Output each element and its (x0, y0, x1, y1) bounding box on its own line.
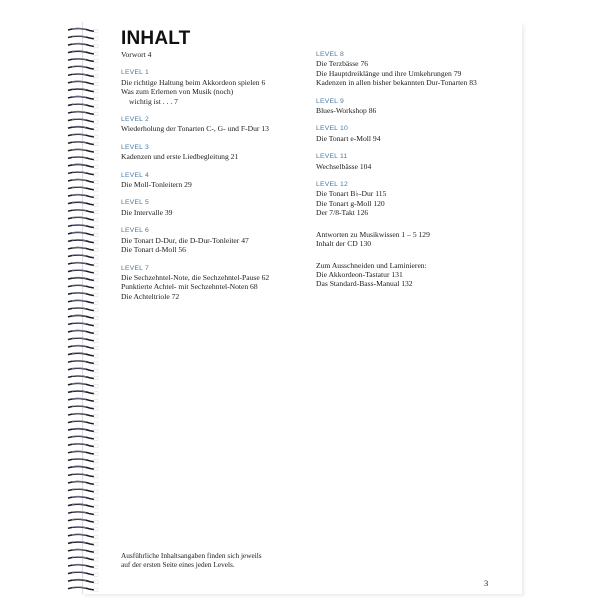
toc-extra-block (316, 261, 501, 289)
toc-entry: Die Tonart B♭-Dur 115 (316, 189, 387, 199)
footnote-line: Ausführliche Inhaltsangaben finden sich jeweils (121, 551, 262, 560)
toc-level-group (316, 124, 501, 143)
toc-level-group (121, 198, 301, 217)
spiral-ring (68, 58, 98, 62)
toc-level-group (121, 264, 301, 302)
spiral-ring (68, 330, 98, 334)
toc-level-group (316, 152, 501, 171)
spiral-ring (68, 225, 98, 229)
toc-entry: Der 7/8-Takt 126 (316, 208, 369, 218)
spiral-ring (68, 519, 98, 523)
toc-entry: Zum Ausschneiden und Laminieren: (316, 260, 427, 270)
toc-level-group (121, 115, 301, 134)
spiral-ring (68, 111, 98, 115)
toc-entry: Die Terzbässe 76 (316, 59, 369, 69)
toc-level-group (121, 68, 301, 106)
spiral-ring (68, 202, 98, 206)
spiral-ring (68, 232, 98, 236)
spiral-ring (68, 66, 98, 70)
spiral-binding (66, 22, 106, 594)
toc-entry: Antworten zu Musikwissen 1 – 5 129 (316, 229, 430, 239)
spiral-ring (68, 383, 98, 387)
level-heading: LEVEL 11 (316, 153, 348, 161)
spiral-ring (68, 262, 98, 266)
level-heading: LEVEL 6 (121, 227, 149, 235)
spiral-ring (68, 489, 98, 493)
level-heading: LEVEL 9 (316, 97, 344, 105)
level-heading: LEVEL 5 (121, 199, 149, 207)
toc-entry: Die Intervalle 39 (121, 207, 173, 217)
toc-entry: Das Standard-Bass-Manual 132 (316, 279, 413, 289)
spiral-ring (68, 451, 98, 455)
level-heading: LEVEL 10 (316, 125, 348, 133)
spiral-ring (68, 36, 98, 40)
spiral-ring (68, 474, 98, 478)
spiral-ring (68, 141, 98, 145)
spiral-ring (68, 89, 98, 93)
toc-entry: Die Tonart g-Moll 120 (316, 198, 385, 208)
footnote (121, 551, 341, 570)
level-heading: LEVEL 8 (316, 51, 344, 58)
spiral-ring (68, 466, 98, 470)
spiral-ring (68, 240, 98, 244)
spiral-ring (68, 81, 98, 85)
toc-level-group (121, 226, 301, 254)
spiral-ring (68, 96, 98, 100)
spiral-ring (68, 209, 98, 213)
spiral-ring (68, 368, 98, 372)
spiral-ring (68, 187, 98, 191)
spiral-ring (68, 172, 98, 176)
spiral-ring (68, 315, 98, 319)
toc-entry: Die Moll-Tonleitern 29 (121, 180, 192, 190)
spiral-ring (68, 43, 98, 47)
spiral-ring (68, 587, 98, 591)
spiral-ring (68, 376, 98, 380)
toc-entry: Die Sechzehntel-Note, die Sechzehntel-Pause 62 (121, 272, 270, 282)
spiral-ring (68, 527, 98, 531)
toc-entry: Die Tonart D-Dur, die D-Dur-Tonleiter 47 (121, 235, 249, 245)
spiral-ring (68, 194, 98, 198)
spiral-ring (68, 557, 98, 561)
toc-entry: wichtig ist . . . 7 (129, 96, 178, 106)
spiral-ring (68, 579, 98, 583)
toc-entry: Die richtige Haltung beim Akkordeon spielen 6 (121, 77, 266, 87)
spiral-ring (68, 360, 98, 364)
spiral-ring (68, 292, 98, 296)
spiral-ring (68, 119, 98, 123)
spiral-ring (68, 564, 98, 568)
toc-left-column (121, 50, 301, 301)
level-heading: LEVEL 12 (316, 181, 348, 189)
spiral-ring (68, 391, 98, 395)
page-number: 3 (484, 578, 489, 588)
toc-right-column (316, 50, 501, 289)
toc-entry: Inhalt der CD 130 (316, 239, 372, 249)
spiral-ring (68, 542, 98, 546)
toc-entry: Punktierte Achtel- mit Sechzehntel-Noten 68 (121, 282, 258, 292)
toc-level-group (121, 171, 301, 190)
toc-entry: Kadenzen und erste Liedbegleitung 21 (121, 152, 239, 162)
spiral-ring (68, 247, 98, 251)
spiral-ring (68, 406, 98, 410)
spiral-ring (68, 157, 98, 161)
spiral-ring (68, 353, 98, 357)
level-heading: LEVEL 1 (121, 69, 149, 77)
spiral-ring (68, 511, 98, 515)
toc-level-group (316, 97, 501, 116)
spiral-ring (68, 104, 98, 108)
spiral-ring (68, 421, 98, 425)
spiral-ring (68, 28, 98, 32)
toc-entry: Blues-Workshop 86 (316, 106, 377, 116)
spiral-ring (68, 504, 98, 508)
toc-entry-vorwort: Vorwort 4 (121, 50, 152, 59)
toc-entry: Die Tonart d-Moll 56 (121, 245, 186, 255)
spiral-rings (66, 22, 106, 594)
spiral-ring (68, 481, 98, 485)
level-heading: LEVEL 7 (121, 264, 149, 272)
toc-entry: Wiederholung der Tonarten C-, G- und F-Dur 13 (121, 124, 269, 134)
toc-level-group (121, 143, 301, 162)
spiral-ring (68, 572, 98, 576)
spiral-ring (68, 323, 98, 327)
spiral-ring (68, 549, 98, 553)
spiral-ring (68, 164, 98, 168)
footnote-line: auf der ersten Seite eines jeden Levels. (121, 560, 235, 570)
toc-extra-block (316, 230, 501, 249)
spiral-ring (68, 285, 98, 289)
spiral-ring (68, 277, 98, 281)
spiral-ring (68, 534, 98, 538)
spiral-ring (68, 51, 98, 55)
toc-level-group (316, 50, 501, 88)
spiral-ring (68, 149, 98, 153)
spiral-ring (68, 179, 98, 183)
spiral-ring (68, 345, 98, 349)
toc-entry: Kadenzen in allen bisher bekannten Dur-Tonarten 83 (316, 78, 477, 88)
spiral-ring (68, 459, 98, 463)
spiral-ring (68, 126, 98, 130)
toc-entry: Die Hauptdreiklänge und ihre Umkehrungen 79 (316, 68, 462, 78)
spiral-ring (68, 217, 98, 221)
toc-entry: Die Akkordeon-Tastatur 131 (316, 269, 403, 279)
spiral-ring (68, 496, 98, 500)
toc-entry: Die Tonart e-Moll 94 (316, 133, 381, 143)
toc-entry: Die Achteltriole 72 (121, 291, 180, 301)
toc-entry: Was zum Erlernen von Musik (noch) (121, 87, 234, 97)
level-heading: LEVEL 4 (121, 171, 149, 179)
spiral-ring (68, 74, 98, 78)
spiral-ring (68, 308, 98, 312)
spiral-ring (68, 398, 98, 402)
spiral-ring (68, 270, 98, 274)
spiral-ring (68, 134, 98, 138)
page-title: INHALT (121, 28, 191, 49)
spiral-ring (68, 436, 98, 440)
level-heading: LEVEL 3 (121, 143, 149, 151)
spiral-ring (68, 338, 98, 342)
toc-level-group (316, 180, 501, 218)
spiral-ring (68, 428, 98, 432)
spiral-ring (68, 413, 98, 417)
spiral-ring (68, 443, 98, 447)
level-heading: LEVEL 2 (121, 116, 149, 124)
spiral-ring (68, 255, 98, 259)
spiral-ring (68, 300, 98, 304)
toc-entry: Wechselbässe 104 (316, 161, 372, 171)
